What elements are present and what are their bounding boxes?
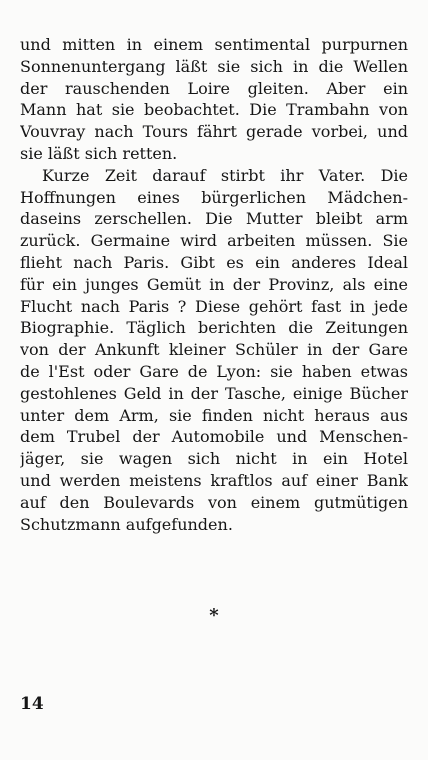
text-line: de l'Est oder Gare de Lyon: sie haben etwas: [20, 361, 408, 381]
text-line: jäger, sie wagen sich nicht in ein Hotel: [20, 449, 408, 469]
text-line: der rauschenden Loire gleiten. Aber ein: [20, 78, 408, 98]
section-break-asterisk: *: [209, 605, 219, 626]
text-line: daseins zerschellen. Die Mutter bleibt arm: [20, 209, 408, 229]
paragraph-2: [20, 165, 408, 536]
text-line: Hoffnungen eines bürgerlichen Mädchen-: [20, 187, 408, 207]
text-line: Mann hat sie beobachtet. Die Trambahn von: [20, 100, 408, 120]
text-line: zurück. Germaine wird arbeiten müssen. Sie: [20, 231, 408, 251]
text-line: von der Ankunft kleiner Schüler in der Gare: [20, 340, 408, 360]
text-line: für ein junges Gemüt in der Provinz, als eine: [20, 274, 408, 294]
body-text: [20, 34, 408, 535]
text-line: Biographie. Täglich berichten die Zeitungen: [20, 318, 408, 338]
paragraph-1: [20, 34, 408, 165]
text-line: und mitten in einem sentimental purpurnen: [20, 35, 408, 54]
text-line: Flucht nach Paris ? Diese gehört fast in jede: [20, 296, 408, 316]
text-line: Kurze Zeit darauf stirbt ihr Vater. Die: [42, 165, 408, 185]
text-line: auf den Boulevards von einem gutmütigen: [20, 492, 408, 512]
text-line: und werden meistens kraftlos auf einer Bank: [20, 470, 408, 490]
text-line: Sonnenuntergang läßt sie sich in die Wellen: [20, 56, 408, 76]
text-line: unter dem Arm, sie finden nicht heraus aus: [20, 405, 408, 425]
text-line: Schutzmann aufgefunden.: [20, 514, 233, 534]
text-line: Vouvray nach Tours fährt gerade vorbei, und: [20, 122, 408, 142]
page-number: 14: [20, 694, 44, 714]
text-line: gestohlenes Geld in der Tasche, einige Bücher: [20, 383, 408, 403]
text-line: dem Trubel der Automobile und Menschen-: [20, 427, 408, 447]
text-line: flieht nach Paris. Gibt es ein anderes Ideal: [20, 252, 408, 272]
text-line: sie läßt sich retten.: [20, 143, 178, 163]
